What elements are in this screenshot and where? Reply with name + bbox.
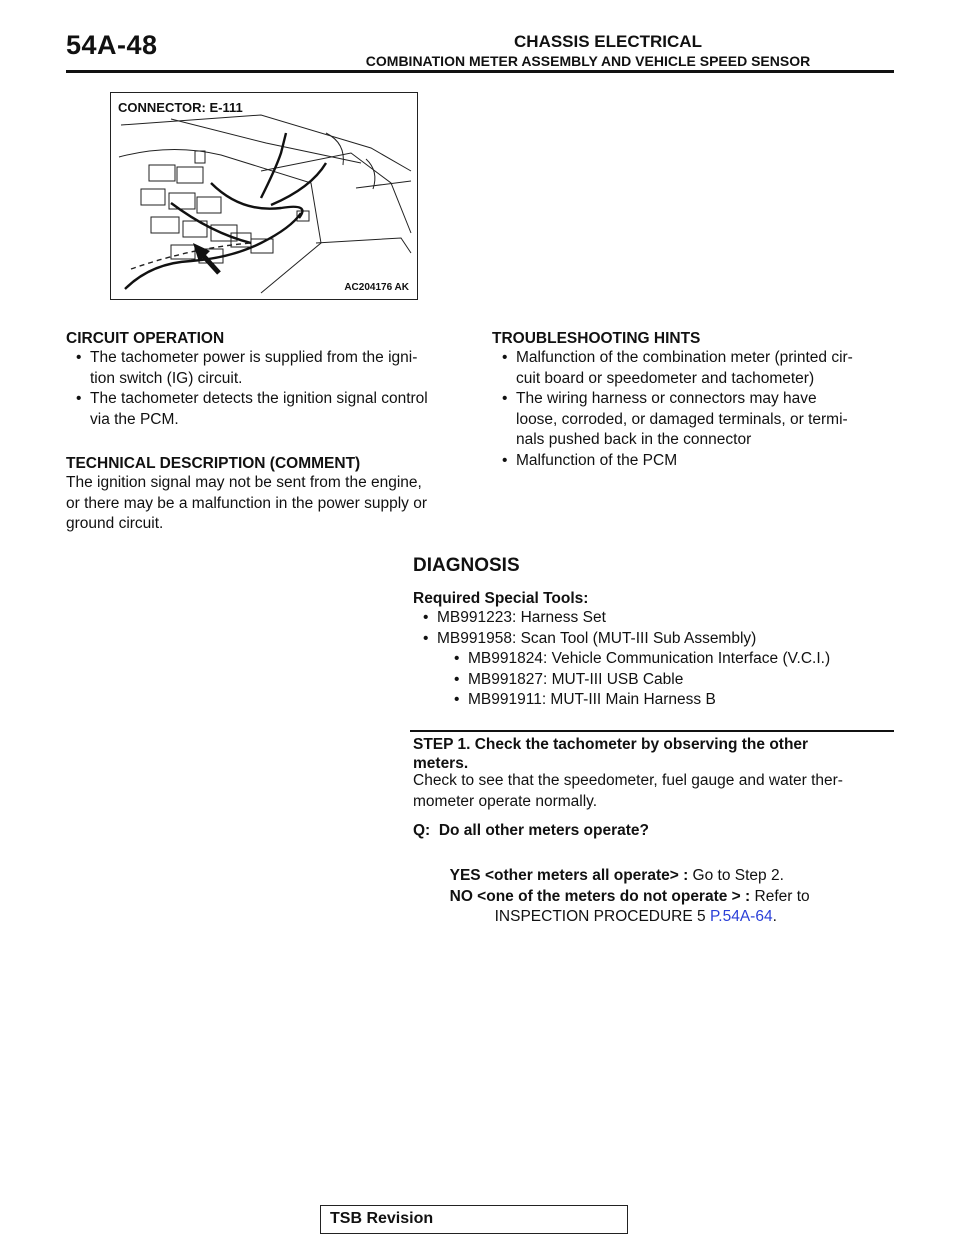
no-action: Refer to [750,887,810,905]
technical-description-section [66,455,466,535]
section-subtitle: COMBINATION METER ASSEMBLY AND VEHICLE SPEED SENSOR [365,53,811,69]
list-item: • Malfunction of the PCM [492,451,894,472]
no-label: NO <one of the meters do not operate > : [449,887,751,905]
troubleshooting-hints-section [492,330,894,471]
required-tools-heading: Required Special Tools: [413,590,589,607]
list-item: • MB991827: MUT-III USB Cable [444,670,894,691]
tools-list [413,608,894,649]
step1-body: Check to see that the speedometer, fuel gauge and water ther- mometer operate normally. [413,772,843,810]
circuit-operation-list [66,348,466,430]
list-item: • Malfunction of the combination meter (printed cir- cuit board or speedometer and tachometer) [492,348,894,389]
figure-code: AC204176 AK [344,282,409,293]
step1-title: STEP 1. Check the tachometer by observing the other meters. [413,736,809,772]
sub-tools-list [444,649,894,711]
yes-label: YES <other meters all operate> : [449,866,689,884]
page-number: 54A-48 [66,30,158,60]
no-ref-text: INSPECTION PROCEDURE 5 [494,907,710,925]
troubleshooting-hints-heading: TROUBLESHOOTING HINTS [492,330,701,347]
step1-no-reference [486,886,777,927]
list-item: • MB991824: Vehicle Communication Interface (V.C.I.) [444,649,894,670]
section-title: CHASSIS ELECTRICAL [514,32,702,51]
list-item: • MB991911: MUT-III Main Harness B [444,690,894,711]
connector-figure [110,92,418,300]
required-tools-section [413,590,894,711]
troubleshooting-hints-list [492,348,894,471]
technical-description-body: The ignition signal may not be sent from the engine, or there may be a malfunction in the power supply or ground circuit. [66,474,427,532]
header-rule [66,70,894,73]
list-item: • MB991958: Scan Tool (MUT-III Sub Assembly) [413,629,894,650]
technical-description-heading: TECHNICAL DESCRIPTION (COMMENT) [66,455,361,472]
list-item: • The tachometer detects the ignition signal control via the PCM. [66,389,466,430]
figure-caption: CONNECTOR: E-111 [118,100,243,115]
circuit-operation-heading: CIRCUIT OPERATION [66,330,225,347]
tsb-revision-box [320,1205,628,1234]
step1-question: Q: Do all other meters operate? [413,822,649,839]
tsb-revision-label: TSB Revision [330,1210,434,1227]
yes-action: Go to Step 2. [688,866,784,884]
list-item: • MB991223: Harness Set [413,608,894,629]
diagnosis-title: DIAGNOSIS [413,555,520,576]
harness-illustration [111,93,417,299]
list-item: • The wiring harness or connectors may have loose, corroded, or damaged terminals, or termi- nals pushed back in the connector [492,389,894,451]
circuit-operation-section [66,330,466,430]
list-item: • The tachometer power is supplied from the igni- tion switch (IG) circuit. [66,348,466,389]
inspection-procedure-link[interactable]: P.54A-64 [709,907,773,925]
no-ref-end: . [772,907,777,925]
step-rule [410,730,894,732]
